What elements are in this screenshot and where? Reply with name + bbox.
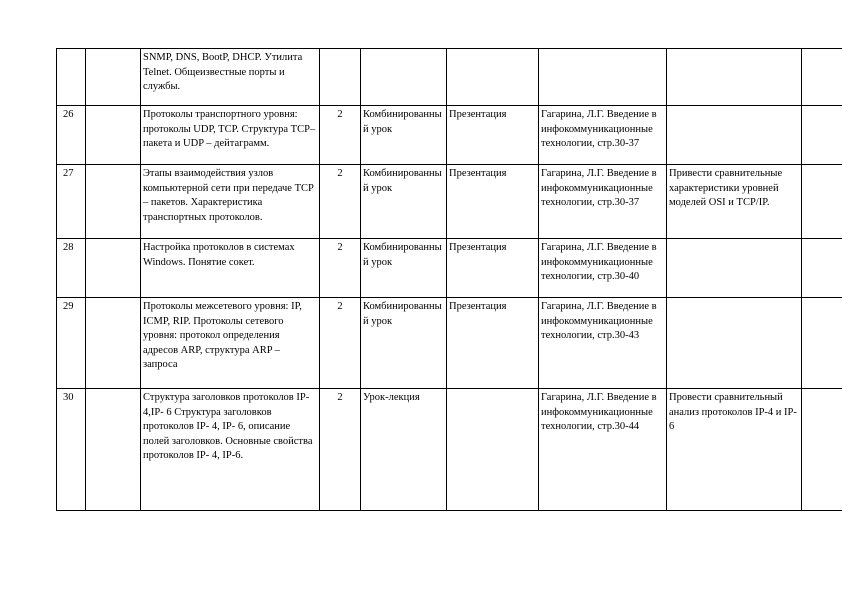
hours-cell: 2 [320,165,361,239]
table-row [57,239,842,298]
homework-cell: Привести сравнительные характеристики уровней моделей OSI и TCP/IP. [667,165,802,239]
empty-cell [802,239,842,298]
lesson-type-cell: Комбинированный урок [361,298,447,389]
literature-cell: Гагарина, Л.Г. Введение в инфокоммуникационные технологии, стр.30-40 [539,239,667,298]
lesson-type-cell: Комбинированный урок [361,239,447,298]
hours-cell: 2 [320,106,361,165]
method-cell: Презентация [447,106,539,165]
table-row [57,106,842,165]
method-cell: Презентация [447,239,539,298]
table-row [57,298,842,389]
method-cell [447,49,539,106]
topic-cell: Протоколы межсетевого уровня: IP, ICMP, RIP. Протоколы сетевого уровня: протокол определения адресов ARP, структура ARP – запроса [141,298,320,389]
table-row [57,389,842,511]
topic-cell: Протоколы транспортного уровня: протоколы UDP, TCP. Структура TCP–пакета и UDP – дейтаграмм. [141,106,320,165]
empty-cell [802,389,842,511]
homework-cell [667,239,802,298]
row-number: 27 [57,165,86,239]
topic-cell: Настройка протоколов в системах Windows. Понятие сокет. [141,239,320,298]
hours-cell [320,49,361,106]
empty-cell [86,298,141,389]
empty-cell [802,106,842,165]
method-cell: Презентация [447,298,539,389]
row-number: 30 [57,389,86,511]
method-cell: Презентация [447,165,539,239]
empty-cell [802,165,842,239]
empty-cell [86,49,141,106]
lesson-type-cell [361,49,447,106]
hours-cell: 2 [320,298,361,389]
homework-cell [667,298,802,389]
literature-cell: Гагарина, Л.Г. Введение в инфокоммуникационные технологии, стр.30-37 [539,165,667,239]
topic-cell: Этапы взаимодействия узлов компьютерной сети при передаче TCP – пакетов. Характеристика транспортных протоколов. [141,165,320,239]
lesson-type-cell: Комбинированный урок [361,106,447,165]
homework-cell [667,49,802,106]
hours-cell: 2 [320,239,361,298]
hours-cell: 2 [320,389,361,511]
literature-cell: Гагарина, Л.Г. Введение в инфокоммуникационные технологии, стр.30-44 [539,389,667,511]
literature-cell: Гагарина, Л.Г. Введение в инфокоммуникационные технологии, стр.30-37 [539,106,667,165]
topic-cell: SNMP, DNS, BootP, DHCP. Утилита Telnet. Общеизвестные порты и службы. [141,49,320,106]
lesson-type-cell: Урок-лекция [361,389,447,511]
literature-cell: Гагарина, Л.Г. Введение в инфокоммуникационные технологии, стр.30-43 [539,298,667,389]
lesson-plan-table [56,48,842,511]
homework-cell [667,106,802,165]
table-row [57,49,842,106]
method-cell [447,389,539,511]
lesson-type-cell: Комбинированный урок [361,165,447,239]
row-number [57,49,86,106]
homework-cell: Провести сравнительный анализ протоколов IP-4 и IP-6 [667,389,802,511]
row-number: 28 [57,239,86,298]
empty-cell [86,165,141,239]
empty-cell [86,389,141,511]
empty-cell [86,239,141,298]
literature-cell [539,49,667,106]
row-number: 29 [57,298,86,389]
empty-cell [802,49,842,106]
topic-cell: Структура заголовков протоколов IP- 4,IP- 6 Структура заголовков протоколов IP- 4, IP- 6, описание полей заголовков. Основные свойства протоколов IP- 4, IP-6. [141,389,320,511]
empty-cell [86,106,141,165]
row-number: 26 [57,106,86,165]
empty-cell [802,298,842,389]
table-row [57,165,842,239]
